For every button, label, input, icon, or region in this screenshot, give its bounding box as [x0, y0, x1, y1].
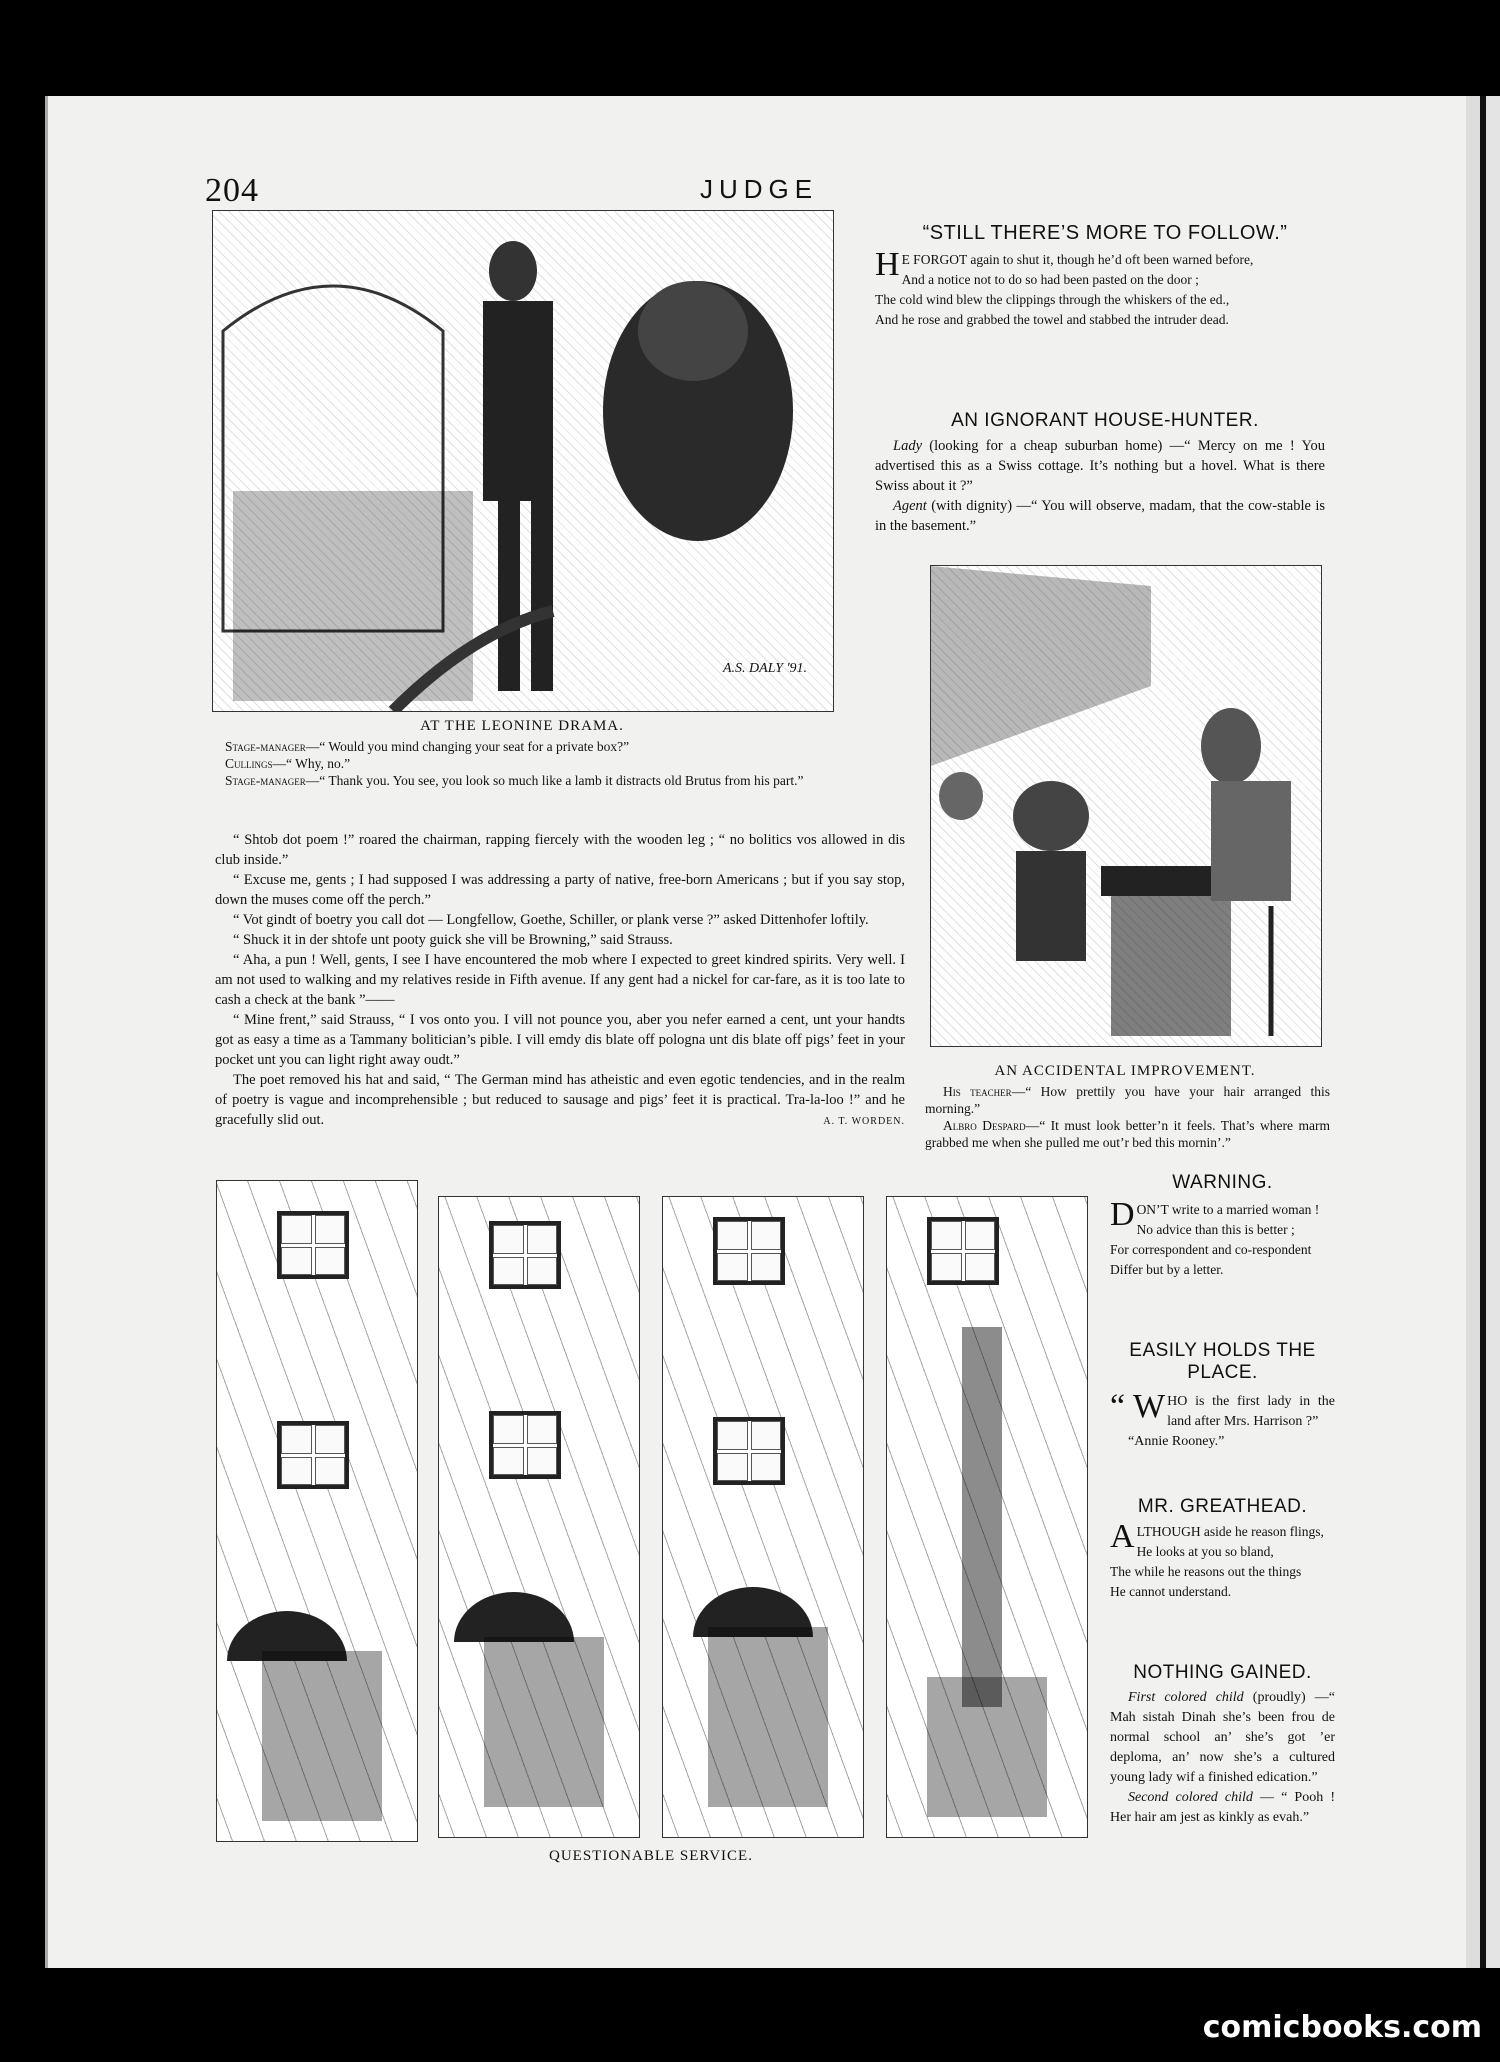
site-watermark: comicbooks.com: [1202, 2010, 1482, 2045]
classroom-drawing: [931, 566, 1321, 1046]
strip-panel-3: [662, 1196, 864, 1838]
dialogue-line: —“ Why, no.”: [272, 756, 351, 771]
dialogue-line: (proudly) —“ Mah sistah Dinah she’s been frou de normal school an’ she’s got ’er deploma, an’ now she’s a cultured young lady wif a finished edication.”: [1110, 1690, 1335, 1785]
dialogue-line: (looking for a cheap suburban home) —“ Mercy on me ! You advertised this as a Swiss cottage. It’s nothing but a hovel. What is there Swiss about it ?”: [875, 438, 1325, 494]
couple-figures: [262, 1651, 382, 1821]
strip-panel-4: [886, 1196, 1088, 1838]
window: [277, 1421, 349, 1489]
easily-title: EASILY HOLDS THE PLACE.: [1129, 1340, 1316, 1383]
drop-cap: H: [875, 246, 900, 283]
story-paragraph: “ Vot gindt of boetry you call dot — Longfellow, Goethe, Schiller, or plank verse ?” asked Dittenhofer loftily.: [233, 912, 869, 928]
classroom-illustration: [930, 565, 1322, 1047]
still-more-poem: [875, 246, 1325, 330]
warning-title: WARNING.: [1172, 1172, 1273, 1193]
couple-figures: [484, 1637, 604, 1807]
window: [713, 1417, 785, 1485]
strip-panel-2: [438, 1196, 640, 1838]
artist-signature: A.S. DALY '91.: [723, 661, 807, 676]
main-story: [215, 830, 905, 1132]
accidental-caption-title: AN ACCIDENTAL IMPROVEMENT.: [994, 1063, 1256, 1079]
poem-line: E FORGOT again to shut it, though he’d oft been warned before,: [901, 252, 1254, 267]
speaker: Stage-manager: [225, 739, 306, 754]
window: [927, 1217, 999, 1285]
poem-line: He looks at you so bland,: [1136, 1544, 1274, 1559]
poem-line: And a notice not to do so had been pasted on the door ;: [901, 272, 1199, 287]
speaker: Lady: [893, 438, 922, 454]
answer: “Annie Rooney.”: [1128, 1434, 1225, 1449]
dialogue-line: —“ How prettily you have your hair arranged this morning.”: [925, 1084, 1331, 1116]
dialogue-line: (with dignity) —“ You will observe, madam, that the cow-stable is in the basement.”: [875, 498, 1325, 534]
window: [489, 1411, 561, 1479]
next-page-edge: [1486, 96, 1500, 1968]
drenched-figures: [927, 1677, 1047, 1817]
story-paragraph: “ Excuse me, gents ; I had supposed I was addressing a party of native, free-born Americans ; but if you say stop, down the muses come off the perch.”: [215, 872, 905, 908]
drop-cap: “ W: [1110, 1388, 1166, 1425]
speaker: Albro Despard: [943, 1118, 1026, 1133]
poem-line: The cold wind blew the clippings through the whiskers of the ed.,: [875, 292, 1230, 307]
accidental-dialogue: [925, 1083, 1330, 1151]
story-paragraph: “ Shuck it in der shtofe unt pooty guick she vill be Browning,” said Strauss.: [233, 932, 673, 948]
strip-panel-1: [216, 1180, 418, 1842]
speaker: Agent: [893, 498, 927, 514]
nothing-gained-text: [1110, 1688, 1335, 1828]
story-paragraph: “ Shtob dot poem !” roared the chairman, rapping fiercely with the wooden leg ; “ no bolitics vos allowed in dis club inside.”: [215, 832, 905, 868]
story-author: A. T. WORDEN.: [823, 1116, 905, 1127]
story-paragraph: “ Aha, a pun ! Well, gents, I see I have encountered the mob where I expected to greet kindred spirits. Very well. I am not used to walking and my relatives reside in Fifth avenue. If any gent had a nickel for car-fare, as it is too late to cash a check at the bank ”——: [215, 952, 905, 1008]
magazine-title: JUDGE: [700, 174, 819, 204]
nothing-gained-title: NOTHING GAINED.: [1133, 1662, 1312, 1683]
window: [713, 1217, 785, 1285]
easily-text: [1110, 1388, 1335, 1452]
drop-cap: A: [1110, 1518, 1135, 1555]
couple-figures: [708, 1627, 828, 1807]
poem-line: And he rose and grabbed the towel and stabbed the intruder dead.: [875, 312, 1229, 327]
poem-line: ON’T write to a married woman !: [1136, 1202, 1320, 1217]
dialogue-line: —“ Would you mind changing your seat for a private box?”: [305, 739, 630, 754]
story-paragraph: The poet removed his hat and said, “ The German mind has atheistic and even egotic tendencies, and in the realm of poetry is vague and incomprehensible ; but reduced to sausage and pigs’ feet it is practical. Tra-la-loo !” and he gracefully slid out.: [215, 1072, 905, 1128]
leonine-caption-title: AT THE LEONINE DRAMA.: [420, 718, 624, 734]
speaker: Cullings: [225, 756, 273, 771]
house-hunter-text: [875, 436, 1325, 536]
water-torrent: [962, 1327, 1002, 1707]
dialogue-line: —“ Thank you. You see, you look so much like a lamb it distracts old Brutus from his part.”: [305, 773, 804, 788]
strip-caption: QUESTIONABLE SERVICE.: [549, 1848, 753, 1864]
speaker: His teacher: [943, 1084, 1012, 1099]
poem-line: No advice than this is better ;: [1136, 1222, 1295, 1237]
greathead-title: MR. GREATHEAD.: [1137, 1496, 1308, 1517]
dialogue-line: — “ Pooh ! Her hair am jest as kinkly as evah.”: [1110, 1790, 1335, 1825]
poem-line: Differ but by a letter.: [1110, 1262, 1224, 1277]
poem-line: The while he reasons out the things: [1110, 1564, 1302, 1579]
house-hunter-title: AN IGNORANT HOUSE-HUNTER.: [951, 410, 1259, 431]
page-edge: [1466, 96, 1480, 1968]
page-number: 204: [205, 172, 259, 209]
still-more-title: “STILL THERE’S MORE TO FOLLOW.”: [922, 222, 1288, 244]
speaker: Stage-manager: [225, 773, 306, 788]
greathead-poem: [1110, 1518, 1335, 1602]
leonine-drama-illustration: [212, 210, 834, 712]
story-paragraph: “ Mine frent,” said Strauss, “ I vos onto you. I vill not pounce you, aber you nefer earned a cent, unt your handts got as easy a time as a Tammany bolitician’s pible. I vill emdy dis blate off pologna unt dis blate off pigs’ feet in your pocket unt you can light right away oudt.”: [215, 1012, 905, 1068]
leonine-caption-dialogue: [225, 738, 825, 789]
drop-cap: D: [1110, 1196, 1135, 1233]
poem-line: For correspondent and co-respondent: [1110, 1242, 1312, 1257]
poem-line: He cannot understand.: [1110, 1584, 1232, 1599]
question: HO is the first lady in the land after Mrs. Harrison ?”: [1167, 1394, 1335, 1429]
poem-line: LTHOUGH aside he reason flings,: [1136, 1524, 1324, 1539]
window: [277, 1211, 349, 1279]
warning-poem: [1110, 1196, 1335, 1280]
dialogue-line: —“ It must look better’n it feels. That’s where marm grabbed me when she pulled me out’r bed this mornin’.”: [925, 1118, 1330, 1150]
speaker: Second colored child: [1128, 1790, 1253, 1805]
window: [489, 1221, 561, 1289]
speaker: First colored child: [1128, 1690, 1244, 1705]
stage-scene-drawing: [213, 211, 833, 711]
